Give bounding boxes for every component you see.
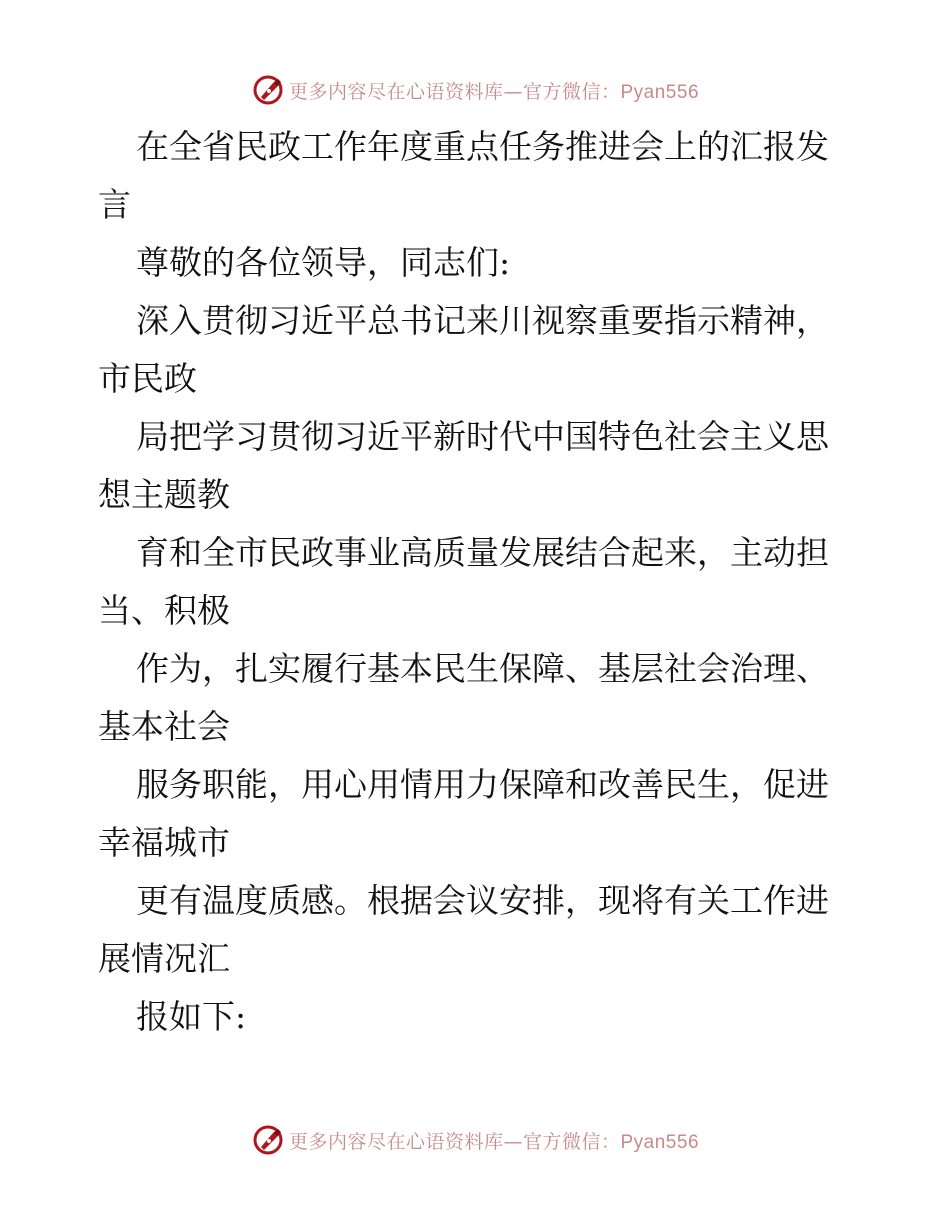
- text-line: 当、积极: [98, 591, 230, 630]
- text-line: 服务职能，用心用情用力保障和改善民生，促进: [136, 765, 829, 804]
- header-watermark: [0, 70, 950, 110]
- text-line: 言: [98, 185, 131, 224]
- text-line: 局把学习贯彻习近平新时代中国特色社会主义思: [136, 417, 829, 456]
- text-line: 更有温度质感。根据会议安排，现将有关工作进: [136, 881, 829, 920]
- text-line: 在全省民政工作年度重点任务推进会上的汇报发: [136, 127, 829, 166]
- watermark-text: 更多内容尽在心语资料库—官方微信：Pyan556: [288, 80, 700, 103]
- text-line: 想主题教: [98, 475, 230, 514]
- text-line: 市民政: [98, 359, 197, 398]
- text-line: 尊敬的各位领导，同志们:: [136, 243, 511, 282]
- text-line: 深入贯彻习近平总书记来川视察重要指示精神，: [136, 301, 829, 340]
- document-body: [98, 118, 858, 1046]
- footer-watermark: [0, 1120, 950, 1160]
- watermark-text: 更多内容尽在心语资料库—官方微信：Pyan556: [288, 1130, 700, 1153]
- pen-nib-logo-icon: [251, 73, 285, 107]
- text-line: 幸福城市: [98, 823, 230, 862]
- text-line: 育和全市民政事业高质量发展结合起来，主动担: [136, 533, 829, 572]
- text-line: 报如下:: [136, 997, 247, 1036]
- text-line: 作为，扎实履行基本民生保障、基层社会治理、: [136, 649, 829, 688]
- text-line: 展情况汇: [98, 939, 230, 978]
- text-line: 基本社会: [98, 707, 230, 746]
- pen-nib-logo-icon: [251, 1123, 285, 1157]
